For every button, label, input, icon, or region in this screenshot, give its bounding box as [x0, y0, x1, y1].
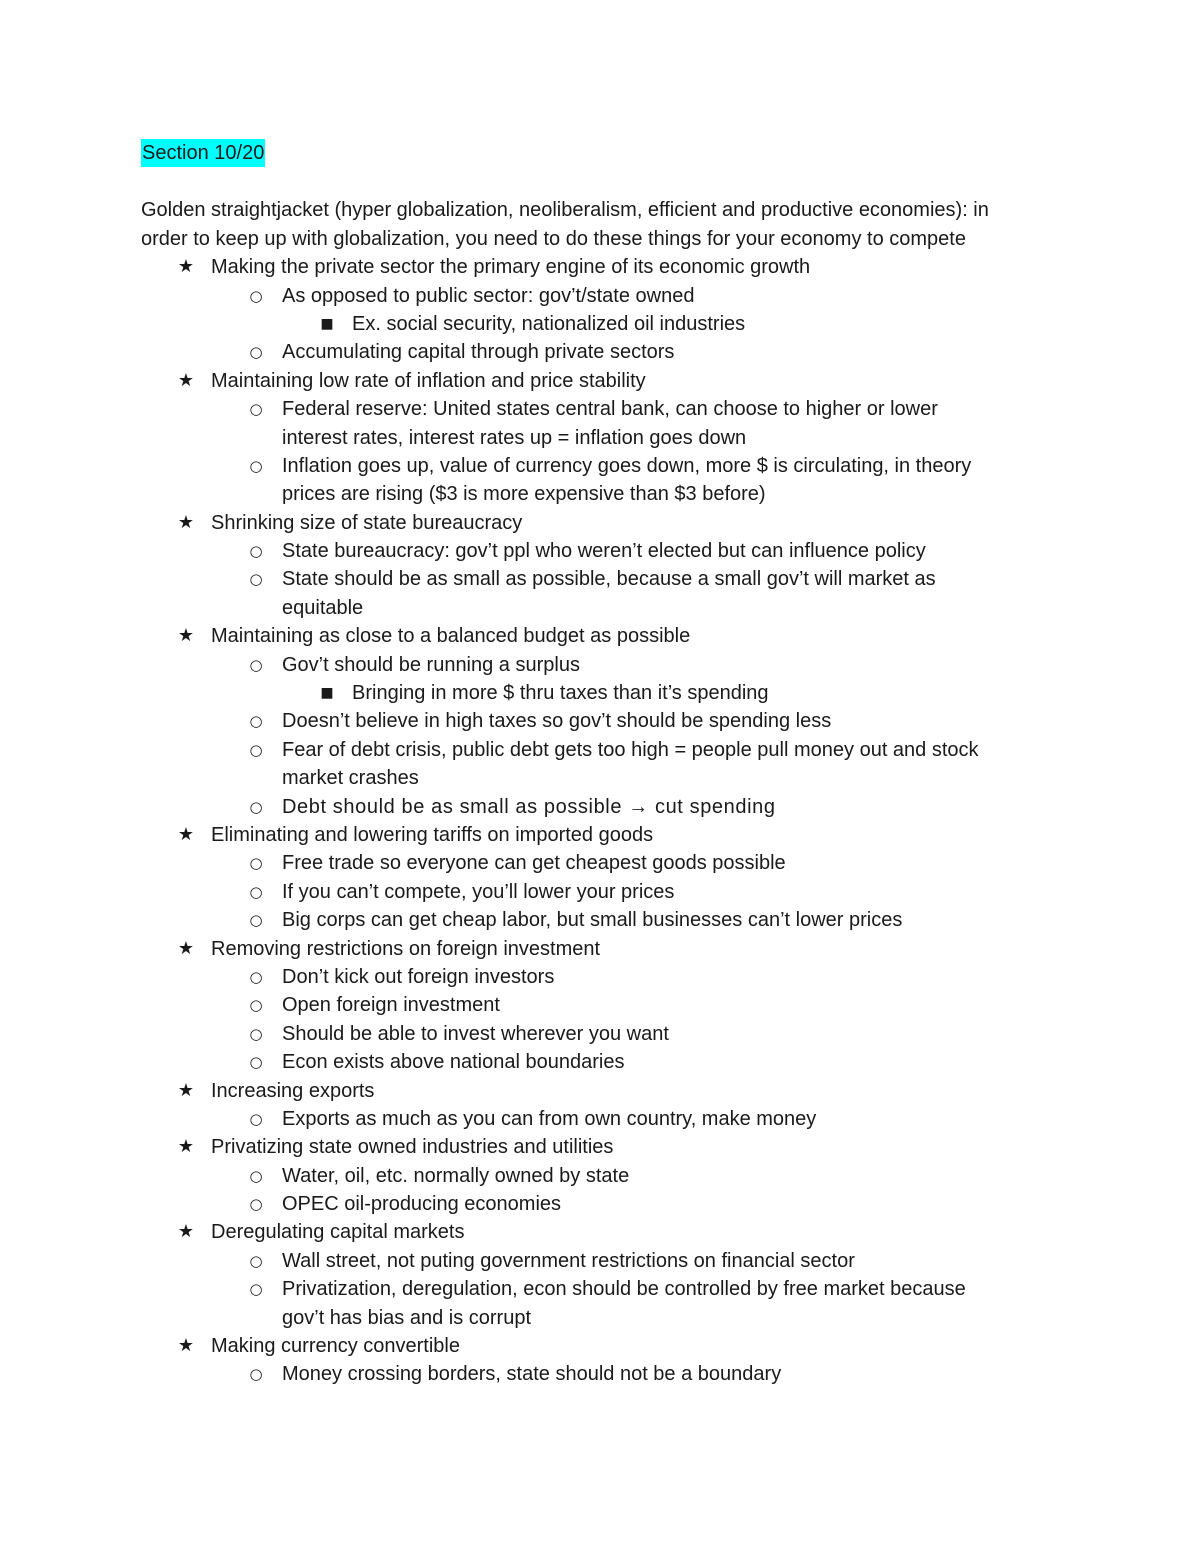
list-item-text: gov’t has bias and is corrupt [282, 1306, 532, 1329]
star-bullet-icon: ★ [177, 256, 195, 278]
list-item [141, 679, 1071, 707]
list-item-text: interest rates, interest rates up = inflation goes down [282, 426, 747, 449]
circle-bullet-icon: ○ [249, 400, 263, 419]
list-item [141, 906, 1071, 934]
star-bullet-icon: ★ [177, 1221, 195, 1243]
list-item [141, 878, 1071, 906]
section-title: Section 10/20 [141, 139, 265, 167]
list-item-text: Making currency convertible [211, 1335, 460, 1358]
circle-bullet-icon: ○ [249, 286, 263, 305]
list-item [141, 509, 1071, 537]
circle-bullet-icon: ○ [249, 542, 263, 561]
list-item-text: As opposed to public sector: gov’t/state owned [282, 284, 695, 307]
circle-bullet-icon: ○ [249, 456, 263, 475]
list-item-continuation [141, 764, 1071, 792]
list-item [141, 821, 1071, 849]
list-item-text: Debt should be as small as possible → cut spending [282, 795, 776, 818]
list-item-text: prices are rising ($3 is more expensive than $3 before) [282, 483, 766, 506]
list-item [141, 1048, 1071, 1076]
star-bullet-icon: ★ [177, 1079, 195, 1101]
list-item [141, 1275, 1071, 1303]
star-bullet-icon: ★ [177, 1335, 195, 1357]
list-item [141, 367, 1071, 395]
list-item-text: Inflation goes up, value of currency goes down, more $ is circulating, in theory [282, 454, 972, 477]
list-item-text: Don’t kick out foreign investors [282, 965, 555, 988]
list-item [141, 565, 1071, 593]
list-item-continuation [141, 594, 1071, 622]
star-bullet-icon: ★ [177, 937, 195, 959]
list-item-text: Open foreign investment [282, 994, 500, 1017]
list-item [141, 707, 1071, 735]
star-bullet-icon: ★ [177, 511, 195, 533]
list-item [141, 622, 1071, 650]
circle-bullet-icon: ○ [249, 911, 263, 930]
circle-bullet-icon: ○ [249, 1109, 263, 1128]
circle-bullet-icon: ○ [249, 967, 263, 986]
circle-bullet-icon: ○ [249, 712, 263, 731]
intro-line [141, 225, 1071, 253]
list-item-text: Fear of debt crisis, public debt gets too high = people pull money out and stock [282, 738, 979, 761]
list-item-text: OPEC oil-producing economies [282, 1193, 562, 1216]
intro-line [141, 196, 1071, 224]
list-item [141, 1162, 1071, 1190]
list-item-text: Increasing exports [211, 1079, 375, 1102]
list-item [141, 1190, 1071, 1218]
circle-bullet-icon: ○ [249, 996, 263, 1015]
list-item-text: Wall street, not puting government restrictions on financial sector [282, 1249, 855, 1272]
list-item-continuation [141, 424, 1071, 452]
list-item [141, 991, 1071, 1019]
list-item-text: Ex. social security, nationalized oil industries [352, 312, 746, 335]
list-item-continuation [141, 1304, 1071, 1332]
list-item-text: Econ exists above national boundaries [282, 1051, 625, 1074]
list-item [141, 1077, 1071, 1105]
list-item-text: Water, oil, etc. normally owned by state [282, 1164, 630, 1187]
list-item [141, 651, 1071, 679]
list-item-text: Doesn’t believe in high taxes so gov’t should be spending less [282, 710, 832, 733]
list-item-text: Should be able to invest wherever you want [282, 1022, 669, 1045]
list-item-text: If you can’t compete, you’ll lower your prices [282, 880, 675, 903]
list-item [141, 963, 1071, 991]
list-item [141, 310, 1071, 338]
list-item-text: Gov’t should be running a surplus [282, 653, 580, 676]
list-item [141, 1360, 1071, 1388]
list-item-text: market crashes [282, 767, 419, 790]
list-item-continuation [141, 480, 1071, 508]
intro-text: order to keep up with globalization, you need to do these things for your economy to compete [141, 227, 966, 250]
circle-bullet-icon: ○ [249, 740, 263, 759]
circle-bullet-icon: ○ [249, 797, 263, 816]
list-item-text: Money crossing borders, state should not be a boundary [282, 1363, 782, 1386]
section-title-line [141, 139, 1071, 167]
list-item [141, 282, 1071, 310]
list-item [141, 338, 1071, 366]
list-item [141, 253, 1071, 281]
list-item-text: State bureaucracy: gov’t ppl who weren’t elected but can influence policy [282, 540, 926, 563]
list-item-text: Federal reserve: United states central bank, can choose to higher or lower [282, 398, 938, 421]
list-item-text: Privatizing state owned industries and utilities [211, 1136, 614, 1159]
list-item-text: Privatization, deregulation, econ should be controlled by free market because [282, 1278, 966, 1301]
list-item-text: Free trade so everyone can get cheapest goods possible [282, 852, 786, 875]
list-item [141, 452, 1071, 480]
list-item-text: State should be as small as possible, because a small gov’t will market as [282, 568, 936, 591]
star-bullet-icon: ★ [177, 1136, 195, 1158]
list-item-text: Accumulating capital through private sectors [282, 341, 675, 364]
list-item-text: Eliminating and lowering tariffs on imported goods [211, 823, 654, 846]
list-item-text: Exports as much as you can from own country, make money [282, 1107, 817, 1130]
list-item [141, 395, 1071, 423]
circle-bullet-icon: ○ [249, 570, 263, 589]
list-item-text: Big corps can get cheap labor, but small businesses can’t lower prices [282, 909, 903, 932]
list-item [141, 1133, 1071, 1161]
square-bullet-icon: ■ [320, 315, 334, 332]
circle-bullet-icon: ○ [249, 1280, 263, 1299]
circle-bullet-icon: ○ [249, 854, 263, 873]
list-item [141, 793, 1071, 821]
intro-text: Golden straightjacket (hyper globalization, neoliberalism, efficient and productive economies): in [141, 199, 989, 222]
list-item-text: equitable [282, 596, 364, 619]
circle-bullet-icon: ○ [249, 1166, 263, 1185]
list-item [141, 1218, 1071, 1246]
circle-bullet-icon: ○ [249, 343, 263, 362]
circle-bullet-icon: ○ [249, 882, 263, 901]
list-item-text: Maintaining low rate of inflation and price stability [211, 369, 646, 392]
list-item-text: Deregulating capital markets [211, 1221, 465, 1244]
list-item-text: Shrinking size of state bureaucracy [211, 511, 523, 534]
document-page [141, 139, 1071, 1389]
circle-bullet-icon: ○ [249, 1195, 263, 1214]
square-bullet-icon: ■ [320, 685, 334, 702]
list-item [141, 1020, 1071, 1048]
list-item [141, 1332, 1071, 1360]
circle-bullet-icon: ○ [249, 1251, 263, 1270]
list-item-text: Bringing in more $ thru taxes than it’s spending [352, 682, 769, 705]
circle-bullet-icon: ○ [249, 1053, 263, 1072]
star-bullet-icon: ★ [177, 369, 195, 391]
list-item-text: Removing restrictions on foreign investment [211, 937, 601, 960]
list-item [141, 1105, 1071, 1133]
spacer [141, 167, 1071, 196]
list-item [141, 935, 1071, 963]
circle-bullet-icon: ○ [249, 1365, 263, 1384]
circle-bullet-icon: ○ [249, 655, 263, 674]
list-item [141, 537, 1071, 565]
list-item [141, 849, 1071, 877]
list-item [141, 736, 1071, 764]
star-bullet-icon: ★ [177, 823, 195, 845]
star-bullet-icon: ★ [177, 625, 195, 647]
list-item-text: Making the private sector the primary engine of its economic growth [211, 256, 811, 279]
list-item-text: Maintaining as close to a balanced budget as possible [211, 625, 691, 648]
list-item [141, 1247, 1071, 1275]
circle-bullet-icon: ○ [249, 1024, 263, 1043]
